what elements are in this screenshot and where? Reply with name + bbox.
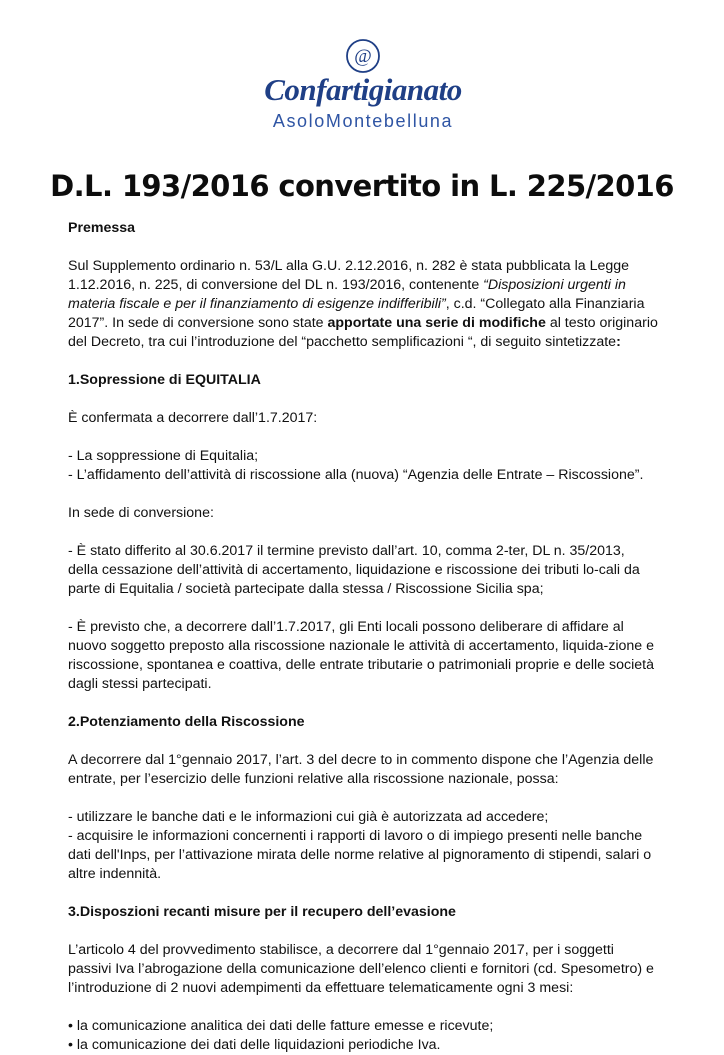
logo-mark-text: @ (354, 46, 372, 67)
confartigianato-logo (250, 38, 476, 138)
section-3-heading: 3.Disposzioni recanti misure per il recupero dell’evasione (68, 904, 456, 920)
section-1-item-1: - La soppressione di Equitalia; (68, 448, 259, 464)
section-2-item-2: - acquisire le informazioni concernenti i rapporti di lavoro o di impiego presenti nelle banche dati dell'Inps, per l’attivazione mirata delle norme relative al pignoramento di stipendi, salari o altre indennità. (68, 828, 652, 882)
section-2-paragraph: A decorrere dal 1°gennaio 2017, l’art. 3 del decre to in commento dispone che l’Agenzia delle entrate, per l’esercizio delle funzioni relative alla riscossione nazionale, possa: (68, 752, 654, 787)
at-sign-icon (345, 38, 381, 74)
section-3-item-1: • la comunicazione analitica dei dati delle fatture emesse e ricevute; (68, 1018, 494, 1034)
logo-name: Confartigianato (264, 72, 462, 107)
section-2-item-1: - utilizzare le banche dati e le informazioni cui già è autorizzata ad accedere; (68, 809, 549, 825)
document-title: D.L. 193/2016 convertito in L. 225/2016 (50, 169, 674, 203)
section-3-paragraph: L’articolo 4 del provvedimento stabilisce, a decorrere dal 1°gennaio 2017, per i soggetti passivi Iva l’abrogazione della comunicazione dell’elenco clienti e fornitori (cd. Spesometro) e l’introduzione di 2 nuovi adempimenti da effettuare telematicamente ogni 3 mesi: (68, 942, 654, 996)
section-1-paragraph-3: - È previsto che, a decorrere dall’1.7.2017, gli Enti locali possono deliberare di affidare al nuovo soggetto preposto alla riscossione nazionale le attività di accertamento, liquida-zione e riscossione, spontanea e coattiva, delle entrate tributarie o patrimoniali proprie e delle società dagli stessi partecipati. (68, 619, 654, 692)
section-1-paragraph-2: - È stato differito al 30.6.2017 il termine previsto dall’art. 10, comma 2-ter, DL n. 35/2013, della cessazione dell’attività di accertamento, liquidazione e riscossione dei tributi lo-cali da parte di Equitalia / società partecipate dalla stessa / Riscossione Sicilia spa; (68, 543, 640, 597)
section-1-item-2: - L’affidamento dell’attività di riscossione alla (nuova) “Agenzia delle Entrate – Riscossione”. (68, 467, 644, 483)
document-body (68, 219, 658, 1055)
section-1-heading: 1.Sopressione di EQUITALIA (68, 372, 261, 388)
premessa-heading: Premessa (68, 220, 136, 236)
premessa-paragraph: Sul Supplemento ordinario n. 53/L alla G.U. 2.12.2016, n. 282 è stata pubblicata la Legge 1.12.2016, n. 225, di conversione del DL n. 193/2016, contenente “Disposizioni urgenti in materia fiscale e per il finanziamento di esigenze indifferibili”, c.d. “Collegato alla Finanziaria 2017”. In sede di conversione sono state apportate una serie di modifiche al testo originario del Decreto, tra cui l’introduzione del “pacchetto semplificazioni “, di seguito sintetizzate: (68, 258, 658, 350)
section-1-conversion-label: In sede di conversione: (68, 505, 214, 521)
logo-subtitle: AsoloMontebelluna (272, 111, 454, 131)
section-2-heading: 2.Potenziamento della Riscossione (68, 714, 305, 730)
section-3-item-2: • la comunicazione dei dati delle liquidazioni periodiche Iva. (68, 1037, 441, 1053)
section-1-intro: È confermata a decorrere dall’1.7.2017: (68, 410, 318, 426)
